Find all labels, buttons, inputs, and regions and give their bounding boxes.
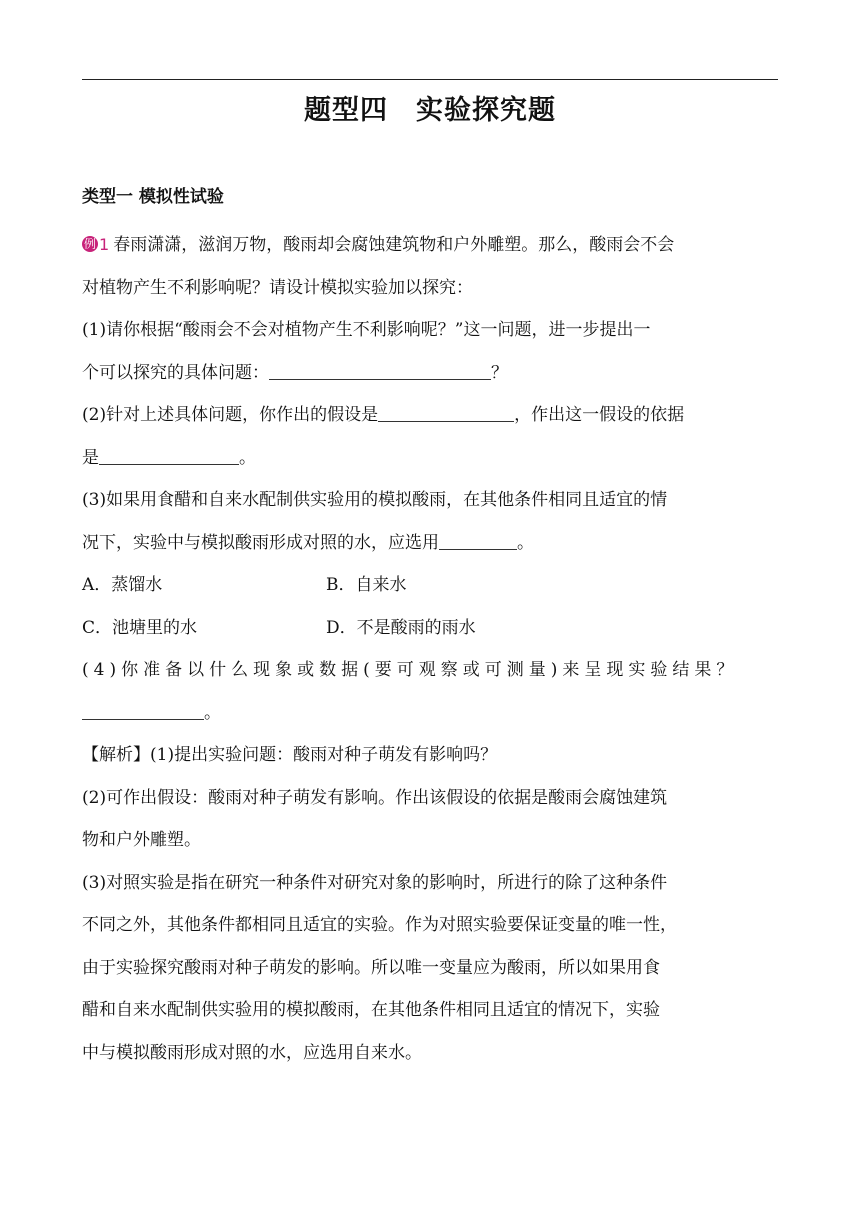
example-badge-icon: 例 (84, 237, 97, 251)
question-2-prefix: (2)针对上述具体问题，你作出的假设是 (82, 405, 379, 425)
section-heading: 类型一 模拟性试验 (82, 187, 224, 207)
options-row-1 (82, 564, 778, 607)
analysis-3-line-5: 中与模拟酸雨形成对照的水，应选用自来水。 (82, 1042, 422, 1063)
question-3-prefix: 况下，实验中与模拟酸雨形成对照的水，应选用 (82, 532, 439, 553)
option-d[interactable]: D．不是酸雨的雨水 (326, 617, 476, 638)
question-3-line-2 (82, 522, 778, 565)
question-4-line-1: (4)你准备以什么现象或数据(要可观察或可测量)来呈现实验结果？ (82, 660, 739, 680)
question-4-line-2 (82, 692, 778, 735)
analysis-3-line-1: (3)对照实验是指在研究一种条件对研究对象的影响时，所进行的除了这种条件 (82, 872, 668, 893)
question-2-prefix-2: 是 (82, 447, 99, 468)
analysis-3-line-4: 醋和自来水配制供实验用的模拟酸雨，在其他条件相同且适宜的情况下，实验 (82, 1000, 660, 1020)
example-stem-text-1: 春雨潇潇，滋润万物，酸雨却会腐蚀建筑物和户外雕塑。那么，酸雨会不会 (113, 235, 675, 255)
analysis-2-line-1: (2)可作出假设：酸雨对种子萌发有影响。作出该假设的依据是酸雨会腐蚀建筑 (82, 787, 668, 808)
page-title: 题型四 实验探究题 (304, 95, 556, 126)
answer-blank-2a[interactable] (378, 403, 514, 422)
answer-blank-1[interactable] (269, 361, 491, 380)
question-1-line-2 (82, 352, 778, 395)
option-b[interactable]: B．自来水 (326, 575, 407, 595)
answer-blank-4[interactable] (82, 701, 204, 720)
example-stem-line-2: 对植物产生不利影响呢？请设计模拟实验加以探究： (82, 277, 473, 298)
analysis-2-line-2: 物和户外雕塑。 (82, 830, 201, 850)
question-2-suffix: 。 (239, 447, 256, 468)
top-rule-divider (82, 79, 778, 80)
question-2-line-2 (82, 437, 778, 480)
analysis-3-line-2: 不同之外，其他条件都相同且适宜的实验。作为对照实验要保证变量的唯一性， (82, 915, 677, 935)
option-a[interactable]: A．蒸馏水 (82, 575, 163, 595)
question-content (82, 224, 778, 1074)
question-1-line-1: (1)请你根据“酸雨会不会对植物产生不利影响呢？”这一问题，进一步提出一 (82, 320, 651, 340)
option-c[interactable]: C．池塘里的水 (82, 617, 198, 638)
analysis-3-line-3: 由于实验探究酸雨对种子萌发的影响。所以唯一变量应为酸雨，所以如果用食 (82, 957, 660, 978)
question-2-line-1 (82, 394, 778, 437)
example-number: 1 (99, 235, 110, 254)
question-3-suffix: 。 (517, 532, 534, 553)
options-row-2 (82, 607, 778, 650)
question-1-prefix: 个可以探究的具体问题： (82, 362, 269, 383)
question-2-middle: ，作出这一假设的依据 (514, 405, 685, 425)
question-3-line-1: (3)如果用食醋和自来水配制供实验用的模拟酸雨，在其他条件相同且适宜的情 (82, 490, 668, 510)
analysis-line-1: 【解析】(1)提出实验问题：酸雨对种子萌发有影响吗？ (82, 745, 498, 765)
example-stem-line-1 (82, 224, 778, 267)
answer-blank-3[interactable] (439, 531, 517, 550)
answer-blank-2b[interactable] (99, 446, 239, 465)
question-4-suffix: 。 (204, 702, 221, 723)
question-1-suffix: ？ (491, 362, 508, 383)
